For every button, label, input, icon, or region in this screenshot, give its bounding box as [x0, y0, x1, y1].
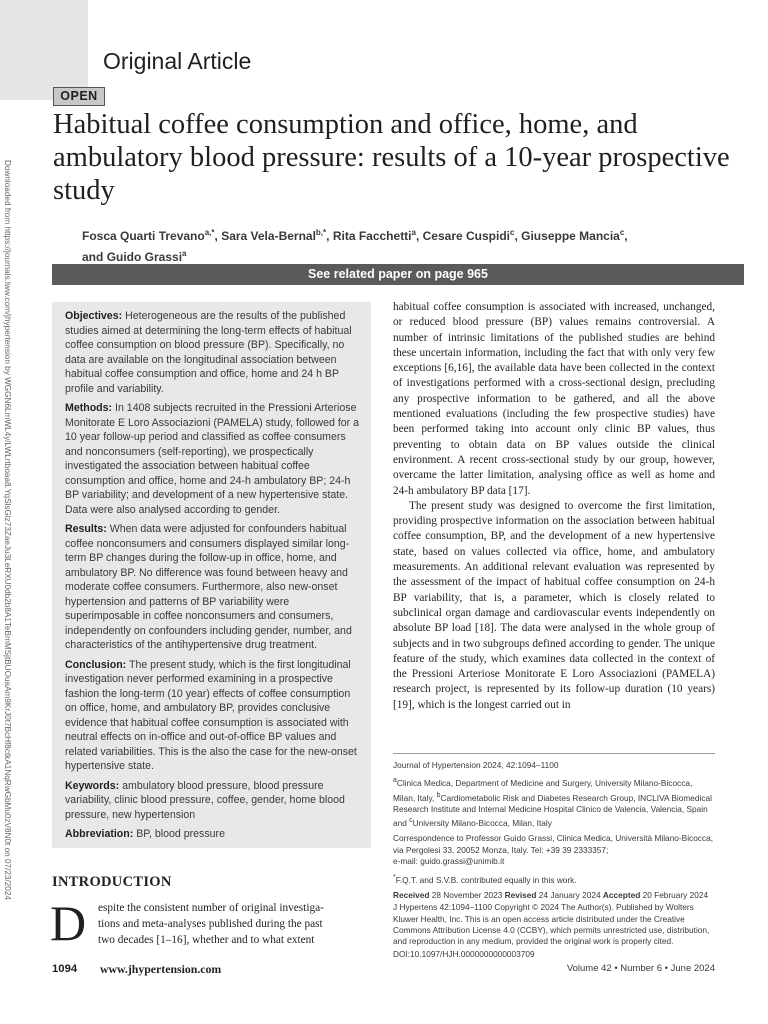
accepted-label: Accepted — [602, 889, 641, 900]
author-name: Giuseppe Mancia — [521, 229, 620, 243]
open-access-badge: OPEN — [53, 87, 105, 106]
abstract-methods-label: Methods: — [65, 402, 113, 414]
dates — [393, 890, 715, 901]
abstract-box — [52, 302, 371, 848]
author-name: Sara Vela-Bernal — [221, 229, 316, 243]
abstract-conclusion — [65, 658, 361, 774]
journal-citation: Journal of Hypertension 2024, 42:1094–1100 — [393, 760, 559, 770]
issue-info: Volume 42 • Number 6 • June 2024 — [566, 963, 715, 974]
introduction-line: tions and meta-analyses published during the past — [98, 918, 323, 930]
abstract-conclusion-text: The present study, which is the first longitudinal investigation never performed examining in a prospective fashion the long-term (10 year) effects of coffee consumption on office, home, and ambulatory BP, provides conclusive evidence that habitual coffee consumption is associated with neutral effects on in-office and out-of-office BP values and related variabilities. This is the also the case for the new-onset hypertensive state. — [65, 658, 357, 772]
introduction-heading: INTRODUCTION — [52, 874, 172, 890]
revised-date: 24 January 2024 — [538, 889, 601, 900]
corner-shade — [0, 0, 88, 100]
journal-url[interactable]: www.jhypertension.com — [100, 962, 222, 976]
download-side-note-text: Downloaded from https://journals.lww.com/jhypertension by WGGN6LmWL4y/LWLrtboaa8.YqSlsGlz73ZaeJu3LeRXU0db2b8A1TeBmMSjtBUOuaAm9KrJ0t7BcHf8ctkA1NqRwGbMu0zV8N0t on 07/23/2024 — [3, 160, 12, 900]
abstract-conclusion-label: Conclusion: — [65, 658, 127, 671]
abstract-keywords-text: ambulatory blood pressure, blood pressure variability, clinic blood pressure, coffee, gender, home blood pressure, new hypertension — [65, 779, 345, 821]
revised-label: Revised — [504, 889, 537, 900]
correspondence-text: Correspondence to Professor Guido Grassi, Clinica Medica, Università Milano-Bicocca, via Pergolesi 33, 20052 Monza, Italy. Tel: +39 39 2333357; — [393, 833, 714, 855]
author-name: Guido Grassi — [106, 250, 183, 264]
abstract-abbreviation-label: Abbreviation: — [65, 828, 134, 840]
doi[interactable]: DOI:10.1097/HJH.0000000000003709 — [393, 948, 535, 959]
abstract-methods-text: In 1408 subjects recruited in the Pressioni Arteriose Monitorate E Loro Associazioni (PAMELA) study, followed for a 10 year follow-up period and classified as coffee consumers and nonconsumers (self-reporting), we prospectically investigated the association between habitual coffee consumption and office, home and 24-h ambulatory BP; 24-h BP variability; and development of a new hypertensive state. Data were also analysed according to gender. — [65, 402, 360, 516]
introduction-line: espite the consistent number of original investiga- — [98, 902, 324, 914]
equal-contribution-text: F.Q.T. and S.V.B. contributed equally in this work. — [395, 874, 577, 885]
author-affiliation-mark: a — [411, 228, 416, 237]
abstract-objectives — [65, 309, 361, 396]
body-column-right — [393, 300, 715, 713]
correspondence — [393, 833, 715, 867]
introduction-text — [50, 895, 372, 951]
abstract-abbreviation — [65, 827, 361, 842]
article-type-label: Original Article — [103, 48, 252, 74]
author-affiliation-mark: c — [619, 228, 625, 237]
author-name: Cesare Cuspidi — [422, 229, 511, 243]
related-paper-banner[interactable]: See related paper on page 965 — [52, 264, 744, 285]
author-affiliation-mark: a — [182, 249, 187, 258]
affiliation-text: University Milano-Bicocca, Milan, Italy — [412, 817, 552, 828]
body-paragraph: The present study was designed to overcome the first limitation, providing prospective information on the association between habitual coffee consumption, BP, and the development of a new hypertensive state, based on values collected via office, home, and ambulatory measurements. An additional relevant evaluation was represented by the assessment of the impact of habitual coffee consumption on 24-h BP variability, that is, a parameter, which is closely related to subclinical organ damage and cardiovascular events independently on absolute BP load [18]. The data were analysed in the whole group of subjects and in two subgroups defined according to gender. The unique feature of the study, which examines data collected in the context of the Pressioni Arteriose Monitorate E Loro Associazioni (PAMELA) research project, is represented by its follow-up duration (10 years) [19], which is the longest carried out in — [393, 499, 715, 711]
author-conjunction: and — [82, 250, 104, 264]
abstract-abbreviation-text: BP, blood pressure — [136, 828, 225, 840]
drop-cap-letter: D — [50, 895, 87, 951]
author-name: Rita Facchetti — [332, 229, 412, 243]
author-list: Fosca Quarti Trevano$^{a,*}$, Sara Vela-Bernal$^{b,*}$, Rita Facchetti$^a$, Cesare Cuspidi$^c$, Giuseppe Mancia$^c$, and Guido Grassi$^a$ — [82, 228, 628, 264]
article-title: Habitual coffee consumption and office, home, and ambulatory blood pressure: results of a 10-year prospective study — [53, 109, 730, 206]
affiliation-mark: a — [393, 777, 397, 785]
author-name: Fosca Quarti Trevano — [82, 229, 205, 243]
author-affiliation-mark: a,* — [204, 228, 215, 237]
affiliations — [393, 775, 715, 829]
introduction-line: two decades [1–16], whether and to what extent — [98, 934, 315, 946]
author-affiliation-mark: c — [510, 228, 515, 237]
abstract-objectives-label: Objectives: — [65, 310, 123, 322]
article-footnotes — [393, 760, 715, 964]
affiliation-mark: c — [409, 817, 413, 825]
affiliation-text: Cardiometabolic Risk and Diabetes Research Group, INCLIVA Biomedical Research Institute and Internal Medicine Hospital Clinico de Valencia, Valencia, Spain and — [393, 792, 712, 828]
received-label: Received — [393, 889, 430, 900]
accepted-date: 20 February 2024 — [642, 889, 709, 900]
received-date: 28 November 2023 — [431, 889, 503, 900]
download-side-note — [2, 160, 30, 900]
abstract-keywords — [65, 779, 361, 823]
body-paragraph: habitual coffee consumption is associated with increased, unchanged, or reduced blood pressure (BP) values remains controversial. A number of intrinsic limitations of the published studies are behind these uncertain information, including the fact that with only very few exceptions [6,16], the available data have been collected in the context of investigations performed with a cross-sectional design, precluding any prospective information to be gathered, and all the above mentioned evaluations (including the few prospective studies) have been performed taking into account only clinic BP values, thus preventing to obtain data on BP values outside the clinical environment. A recent cross-sectional study by our group, however, overcame the latter limitation, analysing office as well as home and 24-h ambulatory BP data [17]. — [393, 301, 715, 497]
equal-contribution-mark: * — [393, 873, 396, 881]
affiliation-mark: b — [436, 791, 441, 799]
abstract-results — [65, 522, 361, 653]
abstract-results-label: Results: — [65, 523, 107, 535]
author-affiliation-mark: b,* — [315, 228, 327, 237]
abstract-objectives-text: Heterogeneous are the results of the published studies aimed at determining the long-term effects of habitual coffee consumption on blood pressure (BP). Specifically, no data are available on the longitudinal association between habitual coffee consumption and office, home and 24 h BP profile and variability. — [65, 310, 352, 395]
footnote-divider — [393, 753, 715, 754]
abstract-results-text: When data were adjusted for confounders habitual coffee nonconsumers and consumers displayed similar long-term BP changes during the follow-up in office, home, and ambulatory BP. No difference was found between heavy and moderate coffee consumers. Furthermore, also new-onset hypertension and patterns of BP variability were superimposable in coffee nonconsumers and consumers, independently on confounders including gender, number, and characteristics of the antihypertensive drug treatment. — [65, 523, 352, 651]
affiliation-text: Clinica Medica, Department of Medicine and Surgery, University Milano-Bicocca, Milan, Italy, — [393, 778, 693, 803]
copyright-notice: J Hypertens 42:1094–1100 Copyright © 2024 The Author(s). Published by Wolters Kluwer Health, Inc. This is an open access article distributed under the Creative Commons Attribution License 4.0 (CCBY), which permits unrestricted use, distribution, and reproduction in any medium, provided the original work is properly cited. — [393, 902, 710, 947]
abstract-methods — [65, 401, 361, 517]
correspondence-email[interactable]: e-mail: guido.grassi@unimib.it — [393, 856, 505, 867]
page-number: 1094 — [52, 963, 78, 975]
equal-contribution-note — [393, 872, 715, 886]
abstract-keywords-label: Keywords: — [65, 779, 120, 792]
